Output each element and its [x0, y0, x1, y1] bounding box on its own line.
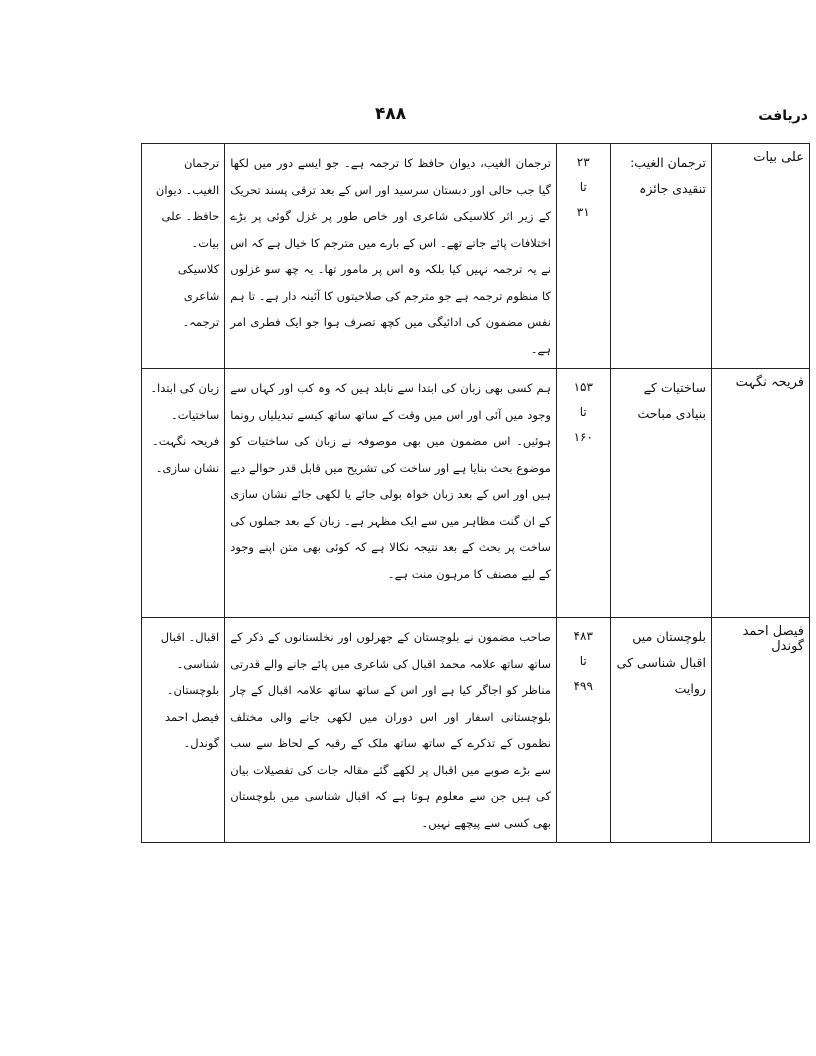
pages-cell — [556, 369, 610, 618]
title-cell: بلوچستان میں اقبال شناسی کی روایت — [610, 618, 711, 843]
journal-name: دریافت — [758, 108, 808, 124]
table-row — [142, 618, 810, 843]
page-number: ۴۸۸ — [375, 104, 407, 124]
summary-cell: ہم کسی بھی زبان کی ابتدا سے نابلد ہیں کہ وہ کب اور کہاں سے وجود میں آئی اور اس میں وقت کے ساتھ ساتھ کیسے تبدیلیاں رونما ہوئیں۔ اس مضمون میں بھی موصوفہ نے زبان کی ساختیات کو موضوع بحث بنایا ہے اور ساخت کی تشریح میں قابل قدر حوالے دیے ہیں اور اس کے بعد زبان خواہ بولی جائے یا لکھی جائے نشان سازی کے ان گنت مظاہر میں سے ایک مظہر ہے۔ زبان کے بعد جملوں کی ساخت پر بحث کے بعد نتیجہ نکالا ہے کہ کوئی بھی متن اپنے وجود کے لیے مصنف کا مرہون منت ہے۔ — [225, 369, 557, 618]
keywords-cell: ترجمان الغیب۔ دیوان حافظ۔ علی بیات۔ کلاسیکی شاعری ترجمہ۔ — [142, 144, 225, 369]
article-index-table — [141, 143, 810, 843]
page-start: ۴۸۳ — [573, 629, 593, 643]
page-to: تا — [579, 180, 587, 194]
table-row — [142, 144, 810, 369]
keywords-cell: زبان کی ابتدا۔ ساختیات۔ فریحہ نگہت۔ نشان سازی۔ — [142, 369, 225, 618]
page-end: ۱۶۰ — [573, 430, 593, 444]
table-row — [142, 369, 810, 618]
page-to: تا — [579, 654, 587, 668]
page-start: ۱۵۳ — [573, 380, 593, 394]
pages-cell — [556, 144, 610, 369]
summary-cell: صاحب مضمون نے بلوچستان کے جھرلوں اور نخلستانوں کے ذکر کے ساتھ ساتھ علامہ محمد اقبال کی شاعری میں پائے جانے والے قدرتی مناظر کو اجاگر کیا ہے اور اس کے ساتھ ساتھ علامہ اقبال کے چار بلوچستانی اسفار اور اس دوران میں لکھی جانے والی مختلف نظموں کے تذکرے کے ساتھ ساتھ ملک کے رقبہ کے لحاظ سے سب سے بڑے صوبے میں اقبال پر لکھے گئے مقالہ جات کی تفصیلات بیان کی ہیں جن سے معلوم ہوتا ہے کہ اقبال شناسی میں بلوچستان بھی کسی سے پیچھے نہیں۔ — [225, 618, 557, 843]
page-header — [142, 104, 808, 134]
title-cell: ساختیات کے بنیادی مباحث — [610, 369, 711, 618]
title-cell: ترجمان الغیب: تنقیدی جائزہ — [610, 144, 711, 369]
summary-cell: ترجمان الغیب، دیوان حافظ کا ترجمہ ہے۔ جو ایسے دور میں لکھا گیا جب حالی اور دبستان سرسید اور اس کے بعد ترقی پسند تحریک کے زیر اثر کلاسیکی شاعری اور خاص طور پر غزل گوئی پر بڑے اختلافات پائے جاتے تھے۔ اس کے بارے میں مترجم کا خیال ہے کہ اس نے یہ ترجمہ نہیں کیا بلکہ وہ اس پر مامور تھا۔ یہ چھ سو غزلوں کا منظوم ترجمہ ہے جو مترجم کی صلاحیتوں کا آئینہ دار ہے۔ تا ہم نفس مضمون کی ادائیگی میں کچھ تصرف ہوا جو ایک فطری امر ہے۔ — [225, 144, 557, 369]
pages-cell — [556, 618, 610, 843]
author-cell: فیصل احمد گوندل — [711, 618, 809, 843]
page-end: ۴۹۹ — [573, 679, 593, 693]
page-start: ۲۳ — [576, 155, 590, 169]
keywords-cell: اقبال۔ اقبال شناسی۔ بلوچستان۔ فیصل احمد گوندل۔ — [142, 618, 225, 843]
page-end: ۳۱ — [576, 205, 590, 219]
page-to: تا — [579, 405, 587, 419]
author-cell: فریحہ نگہت — [711, 369, 809, 618]
author-cell: علی بیات — [711, 144, 809, 369]
